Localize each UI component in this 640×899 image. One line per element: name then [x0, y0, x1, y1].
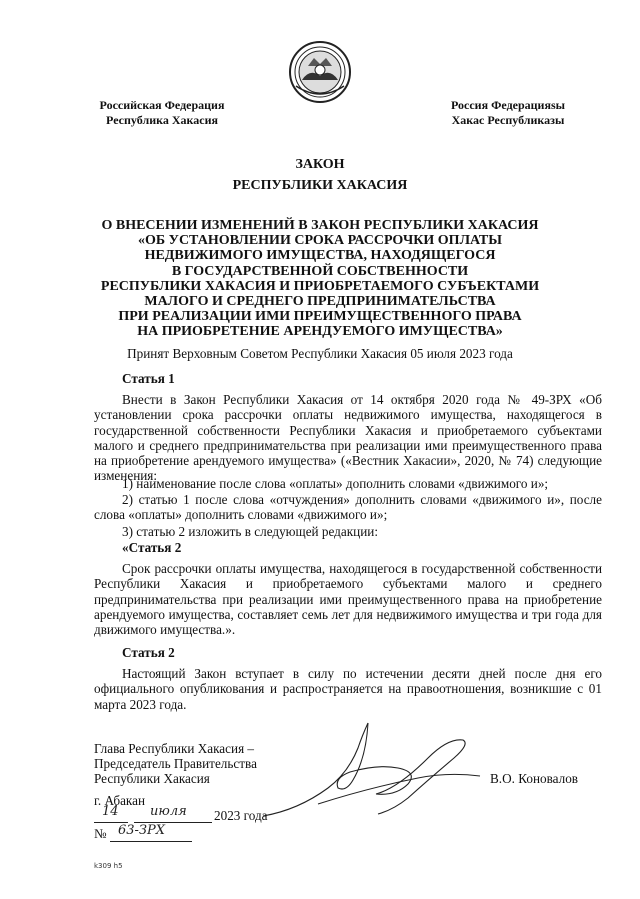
subject-line: В ГОСУДАРСТВЕННОЙ СОБСТВЕННОСТИ	[171, 263, 469, 279]
subject-line: «ОБ УСТАНОВЛЕНИИ СРОКА РАССРОЧКИ ОПЛАТЫ	[138, 233, 502, 249]
article1-item2: 2) статью 1 после слова «отчуждения» дополнить словами «движимого и», после слова «оплаты» дополнить словами «движимого и»;	[94, 492, 602, 523]
signatory-title-line3: Республики Хакасия	[94, 771, 210, 786]
quoted-article-heading: «Статья 2	[122, 540, 182, 555]
law-number-underline	[110, 841, 192, 842]
subject-line: РЕСПУБЛИКИ ХАКАСИЯ И ПРИОБРЕТАЕМОГО СУБЪЕКТАМИ	[100, 278, 540, 294]
date-year: 2023 года	[214, 808, 268, 823]
subject-line: ПРИ РЕАЛИЗАЦИИ ИМИ ПРЕИМУЩЕСТВЕННОГО ПРАВА	[118, 309, 522, 325]
law-title-line1: ЗАКОН	[295, 157, 345, 172]
adopted-statement: Принят Верховным Советом Республики Хакасия 05 июля 2023 года	[127, 346, 513, 361]
header-right-line2: Хакас Республиказы	[451, 113, 565, 127]
handwritten-signature	[258, 718, 488, 828]
date-month: июля	[150, 804, 187, 819]
header-right	[428, 98, 588, 128]
date-day: 14	[102, 804, 119, 819]
subject-line: НЕДВИЖИМОГО ИМУЩЕСТВА, НАХОДЯЩЕГОСЯ	[144, 248, 496, 264]
header-right-line1: Россия Федерацияѕы	[451, 98, 565, 112]
law-title-line2: РЕСПУБЛИКИ ХАКАСИЯ	[232, 178, 408, 193]
article1-item1: 1) наименование после слова «оплаты» дополнить словами «движимого и»;	[122, 476, 549, 491]
coat-of-arms-emblem	[288, 40, 352, 104]
signatory-name: В.О. Коновалов	[490, 771, 579, 786]
article1-heading: Статья 1	[122, 371, 175, 386]
subject-line: МАЛОГО И СРЕДНЕГО ПРЕДПРИНИМАТЕЛЬСТВА	[144, 294, 496, 310]
article1-intro: Внести в Закон Республики Хакасия от 14 октября 2020 года № 49-ЗРХ «Об установлении срока рассрочки оплаты недвижимого имущества, находящегося в государственной собственности Республики Хакасия и приобретаемого субъектами малого и среднего предпринимательства при реализации ими преимущественного права на приобретение арендуемого имущества» («Вестник Хакасии», 2020, № 74) следующие изменения:	[94, 392, 602, 484]
subject-line: О ВНЕСЕНИИ ИЗМЕНЕНИЙ В ЗАКОН РЕСПУБЛИКИ ХАКАСИЯ	[101, 218, 539, 233]
footer-code: k309 h5	[94, 862, 123, 870]
quoted-article-text: Срок рассрочки оплаты имущества, находящегося в государственной собственности Республики Хакасия и приобретаемого субъектами малого и среднего предпринимательства при реализации ими преимущественного права на приобретение арендуемого имущества, составляет семь лет для недвижимого имущества и три года для движимого имущества.».	[94, 561, 602, 638]
law-subject	[70, 218, 570, 340]
header-left	[82, 98, 242, 128]
law-title	[100, 154, 540, 196]
subject-line: НА ПРИОБРЕТЕНИЕ АРЕНДУЕМОГО ИМУЩЕСТВА»	[137, 324, 503, 340]
header-left-line1: Российская Федерация	[99, 98, 225, 112]
signatory-title	[94, 741, 257, 786]
law-number-prefix: №	[94, 826, 107, 841]
article2-text: Настоящий Закон вступает в силу по истечении десяти дней после дня его официального опубликования и распространяется на правоотношения, возникшие с 01 марта 2023 года.	[94, 666, 602, 712]
city: г. Абакан	[94, 793, 146, 808]
signatory-title-line2: Председатель Правительства	[94, 756, 257, 771]
article2-heading: Статья 2	[122, 645, 175, 660]
signatory-title-line1: Глава Республики Хакасия –	[94, 741, 255, 756]
law-number-value: 63-ЗРХ	[118, 823, 166, 838]
law-number-line	[94, 823, 204, 844]
article1-item3: 3) статью 2 изложить в следующей редакции:	[122, 524, 378, 539]
header-left-line2: Республика Хакасия	[106, 113, 218, 127]
